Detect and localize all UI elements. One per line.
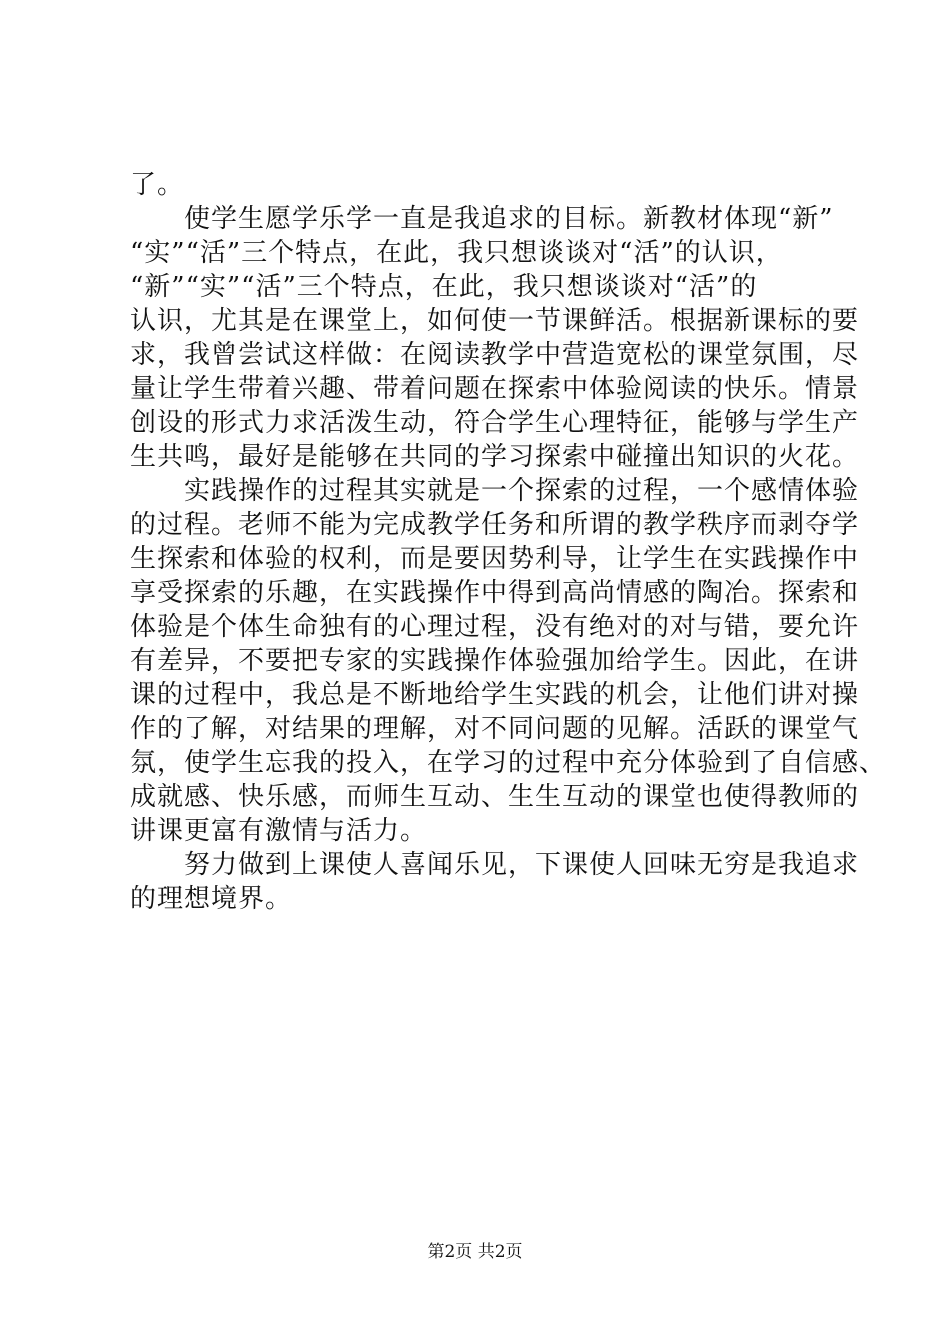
- page-number-footer: 第2页 共2页: [427, 1242, 523, 1262]
- text-line: 的理想境界。: [130, 884, 293, 914]
- text-line: 讲课更富有激情与活力。: [130, 816, 428, 846]
- text-line: “新”“实”“活”三个特点，在此，我只想谈谈对“活”的: [130, 272, 758, 302]
- text-line: 使学生愿学乐学一直是我追求的目标。新教材体现“新”: [130, 204, 834, 234]
- text-line: 创设的形式力求活泼生动，符合学生心理特征，能够与学生产: [130, 408, 860, 438]
- text-line: 量让学生带着兴趣、带着问题在探索中体验阅读的快乐。情景: [130, 374, 860, 404]
- text-line: 生共鸣，最好是能够在共同的学习探索中碰撞出知识的火花。: [130, 442, 860, 472]
- text-line: 作的了解，对结果的理解，对不同问题的见解。活跃的课堂气: [130, 714, 860, 744]
- text-line: 努力做到上课使人喜闻乐见，下课使人回味无穷是我追求: [130, 850, 860, 880]
- text-line: 实践操作的过程其实就是一个探索的过程，一个感情体验: [130, 476, 860, 506]
- text-line: 成就感、快乐感，而师生互动、生生互动的课堂也使得教师的: [130, 782, 860, 812]
- text-line: 体验是个体生命独有的心理过程，没有绝对的对与错，要允许: [130, 612, 860, 642]
- text-line: 的过程。老师不能为完成教学任务和所谓的教学秩序而剥夺学: [130, 510, 860, 540]
- text-line: 课的过程中，我总是不断地给学生实践的机会，让他们讲对操: [130, 680, 860, 710]
- text-line: 认识，尤其是在课堂上，如何使一节课鲜活。根据新课标的要: [130, 306, 860, 336]
- text-line: 了。: [130, 170, 185, 200]
- document-body: [130, 168, 887, 916]
- text-line: 享受探索的乐趣，在实践操作中得到高尚情感的陶冶。探索和: [130, 578, 860, 608]
- text-line: 求，我曾尝试这样做：在阅读教学中营造宽松的课堂氛围，尽: [130, 340, 860, 370]
- text-line: 生探索和体验的权利，而是要因势利导，让学生在实践操作中: [130, 544, 860, 574]
- text-line: 有差异，不要把专家的实践操作体验强加给学生。因此，在讲: [130, 646, 860, 676]
- text-line: 氛，使学生忘我的投入，在学习的过程中充分体验到了自信感、: [130, 748, 887, 778]
- text-line: “实”“活”三个特点，在此，我只想谈谈对“活”的认识，: [130, 238, 783, 268]
